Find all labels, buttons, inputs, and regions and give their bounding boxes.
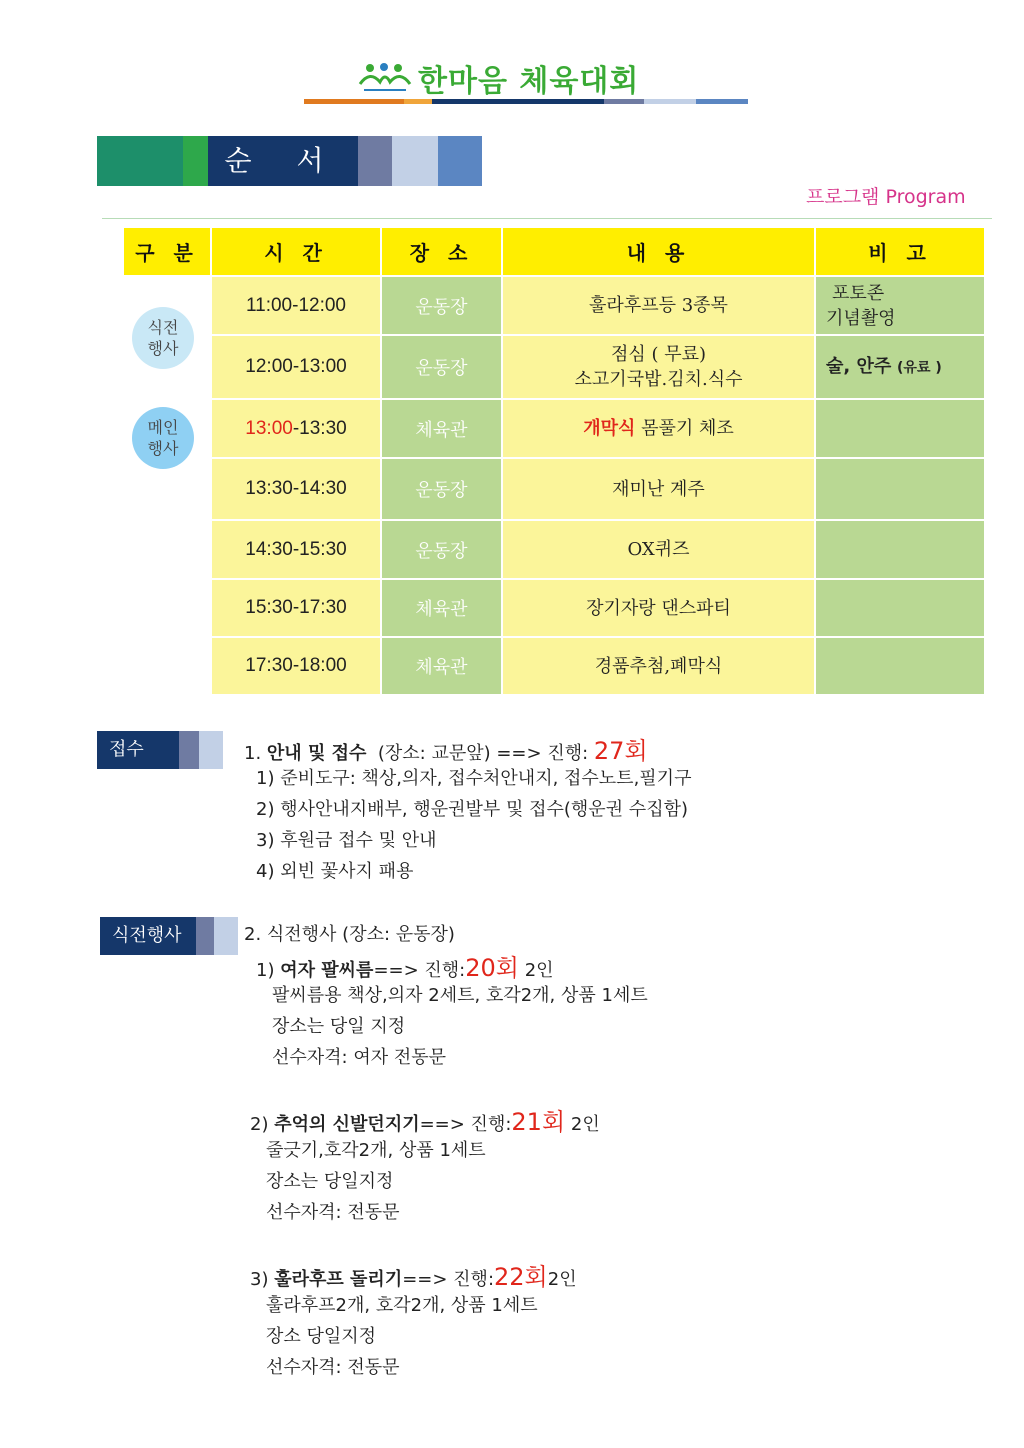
category-label: 행사 xyxy=(147,439,179,458)
tab-accent xyxy=(214,917,238,955)
content-line: 몸풀기 체조 xyxy=(635,418,734,439)
category-badge-main-event xyxy=(132,407,194,469)
banner-block-2 xyxy=(183,136,208,186)
note-cell xyxy=(816,336,986,400)
event-detail: 장소는 당일 지정 xyxy=(272,1016,406,1037)
content-cell xyxy=(503,336,816,400)
note-cell xyxy=(816,580,986,638)
banner-title: 순 서 xyxy=(224,144,342,177)
section1-count: 27회 xyxy=(593,737,648,765)
event-num: 3) xyxy=(250,1269,269,1290)
note-line: 기념촬영 xyxy=(826,307,896,329)
tab-accent xyxy=(179,731,199,769)
content-line: 점심 ( 무료) xyxy=(610,344,707,365)
reception-tab xyxy=(97,731,223,769)
content-highlight: 개막식 xyxy=(583,418,636,439)
note-cell xyxy=(816,459,986,521)
place-cell: 체육관 xyxy=(382,638,503,696)
divider xyxy=(102,218,992,219)
event-heading xyxy=(250,1102,600,1137)
note-line: 술, 안주 xyxy=(826,355,892,377)
category-label: 식전 xyxy=(147,318,179,337)
section1-item: 1) 준비도구: 책상,의자, 접수처안내지, 접수노트,필기구 xyxy=(256,768,692,789)
event-heading xyxy=(256,948,554,983)
table-row xyxy=(124,638,986,696)
reception-tab-label: 접수 xyxy=(97,731,179,769)
time-cell xyxy=(212,400,382,459)
content-line: 훌라후프등 3종목 xyxy=(589,295,728,316)
program-label: 프로그램 Program xyxy=(806,186,966,208)
section1-item: 2) 행사안내지배부, 행운권발부 및 접수(행운권 수집함) xyxy=(256,799,688,820)
bar-seg-2 xyxy=(404,99,432,104)
time-start: 13:00 xyxy=(245,417,293,439)
event-num: 1) xyxy=(256,960,275,981)
place-cell: 운동장 xyxy=(382,277,503,336)
schedule-table xyxy=(124,228,986,696)
preevent-tab-label: 식전행사 xyxy=(100,917,196,955)
time-cell: 12:00-13:00 xyxy=(212,336,382,400)
note-cell xyxy=(816,277,986,336)
header-time: 시 간 xyxy=(212,228,382,277)
table-row xyxy=(124,336,986,400)
header-note: 비 고 xyxy=(816,228,986,277)
bar-seg-5 xyxy=(644,99,696,104)
banner-block-4 xyxy=(358,136,392,186)
event-detail: 줄긋기,호각2개, 상품 1세트 xyxy=(266,1140,486,1161)
event-detail: 팔씨름용 책상,의자 2세트, 호각2개, 상품 1세트 xyxy=(272,985,648,1006)
bar-seg-6 xyxy=(696,99,748,104)
place-cell: 체육관 xyxy=(382,580,503,638)
header-place: 장 소 xyxy=(382,228,503,277)
event-count: 20회 xyxy=(465,954,519,982)
category-label: 메인 xyxy=(147,418,179,437)
content-cell xyxy=(503,400,816,459)
event-name: 추억의 신발던지기 xyxy=(274,1114,420,1135)
bar-seg-1 xyxy=(304,99,404,104)
event-persons: 2인 xyxy=(565,1114,600,1135)
section1-num: 1. xyxy=(244,743,262,764)
time-cell: 11:00-12:00 xyxy=(212,277,382,336)
event-heading xyxy=(250,1257,577,1292)
event-title: 한마음 체육대회 xyxy=(418,64,640,99)
category-badge-pre-event xyxy=(132,307,194,369)
event-detail: 선수자격: 전동문 xyxy=(266,1202,400,1223)
banner-block-1 xyxy=(97,136,183,186)
event-arrow: ==> 진행: xyxy=(373,960,466,981)
event-count: 21회 xyxy=(511,1108,566,1136)
header-category: 구 분 xyxy=(124,228,212,277)
section1-item: 3) 후원금 접수 및 안내 xyxy=(256,830,437,851)
content-cell: 경품추첨,폐막식 xyxy=(503,638,816,696)
preevent-tab xyxy=(100,917,238,955)
category-label: 행사 xyxy=(147,339,179,358)
note-line: 포토존 xyxy=(832,282,885,304)
event-persons: 2인 xyxy=(518,960,554,981)
table-row xyxy=(124,459,986,521)
note-cell xyxy=(816,400,986,459)
place-cell: 운동장 xyxy=(382,336,503,400)
time-cell: 14:30-15:30 xyxy=(212,521,382,580)
note-line-small: (유료 ) xyxy=(897,359,942,376)
note-cell xyxy=(816,521,986,580)
event-detail: 선수자격: 전동문 xyxy=(266,1357,400,1378)
place-cell: 운동장 xyxy=(382,459,503,521)
time-cell: 13:30-14:30 xyxy=(212,459,382,521)
event-detail: 훌라후프2개, 호각2개, 상품 1세트 xyxy=(266,1295,538,1316)
bar-seg-4 xyxy=(604,99,644,104)
event-detail: 장소는 당일지정 xyxy=(266,1171,394,1192)
event-num: 2) xyxy=(250,1114,269,1135)
content-cell: OX퀴즈 xyxy=(503,521,816,580)
section2-heading: 2. 식전행사 (장소: 운동장) xyxy=(244,924,455,945)
event-count: 22회 xyxy=(494,1263,548,1291)
section1-item: 4) 외빈 꽃사지 패용 xyxy=(256,861,414,882)
banner-block-6 xyxy=(438,136,482,186)
time-cell: 17:30-18:00 xyxy=(212,638,382,696)
section1-heading xyxy=(244,731,648,766)
event-arrow: ==> 진행: xyxy=(402,1269,495,1290)
logo-underline-bar xyxy=(304,99,748,104)
table-row xyxy=(124,400,986,459)
place-cell: 운동장 xyxy=(382,521,503,580)
table-row xyxy=(124,580,986,638)
section1-place: (장소: 교문앞) ==> 진행: xyxy=(377,743,589,764)
content-cell xyxy=(503,277,816,336)
event-detail: 선수자격: 여자 전동문 xyxy=(272,1047,446,1068)
tab-accent xyxy=(199,731,223,769)
time-cell: 15:30-17:30 xyxy=(212,580,382,638)
event-name: 훌라후프 돌리기 xyxy=(274,1269,403,1290)
section1-title: 안내 및 접수 xyxy=(266,743,367,764)
header-content: 내 용 xyxy=(503,228,816,277)
event-detail: 장소 당일지정 xyxy=(266,1326,377,1347)
event-arrow: ==> 진행: xyxy=(419,1114,512,1135)
note-cell xyxy=(816,638,986,696)
logo-people-icon xyxy=(356,62,414,96)
table-row xyxy=(124,277,986,336)
content-cell: 재미난 계주 xyxy=(503,459,816,521)
time-end: -13:30 xyxy=(292,417,347,439)
bar-seg-3 xyxy=(432,99,604,104)
tab-accent xyxy=(196,917,214,955)
event-name: 여자 팔씨름 xyxy=(280,960,374,981)
event-persons: 2인 xyxy=(547,1269,577,1290)
table-row xyxy=(124,521,986,580)
banner-block-5 xyxy=(392,136,438,186)
content-cell: 장기자랑 댄스파티 xyxy=(503,580,816,638)
place-cell: 체육관 xyxy=(382,400,503,459)
table-header-row xyxy=(124,228,986,277)
content-line: 소고기국밥.김치.식수 xyxy=(574,369,743,390)
